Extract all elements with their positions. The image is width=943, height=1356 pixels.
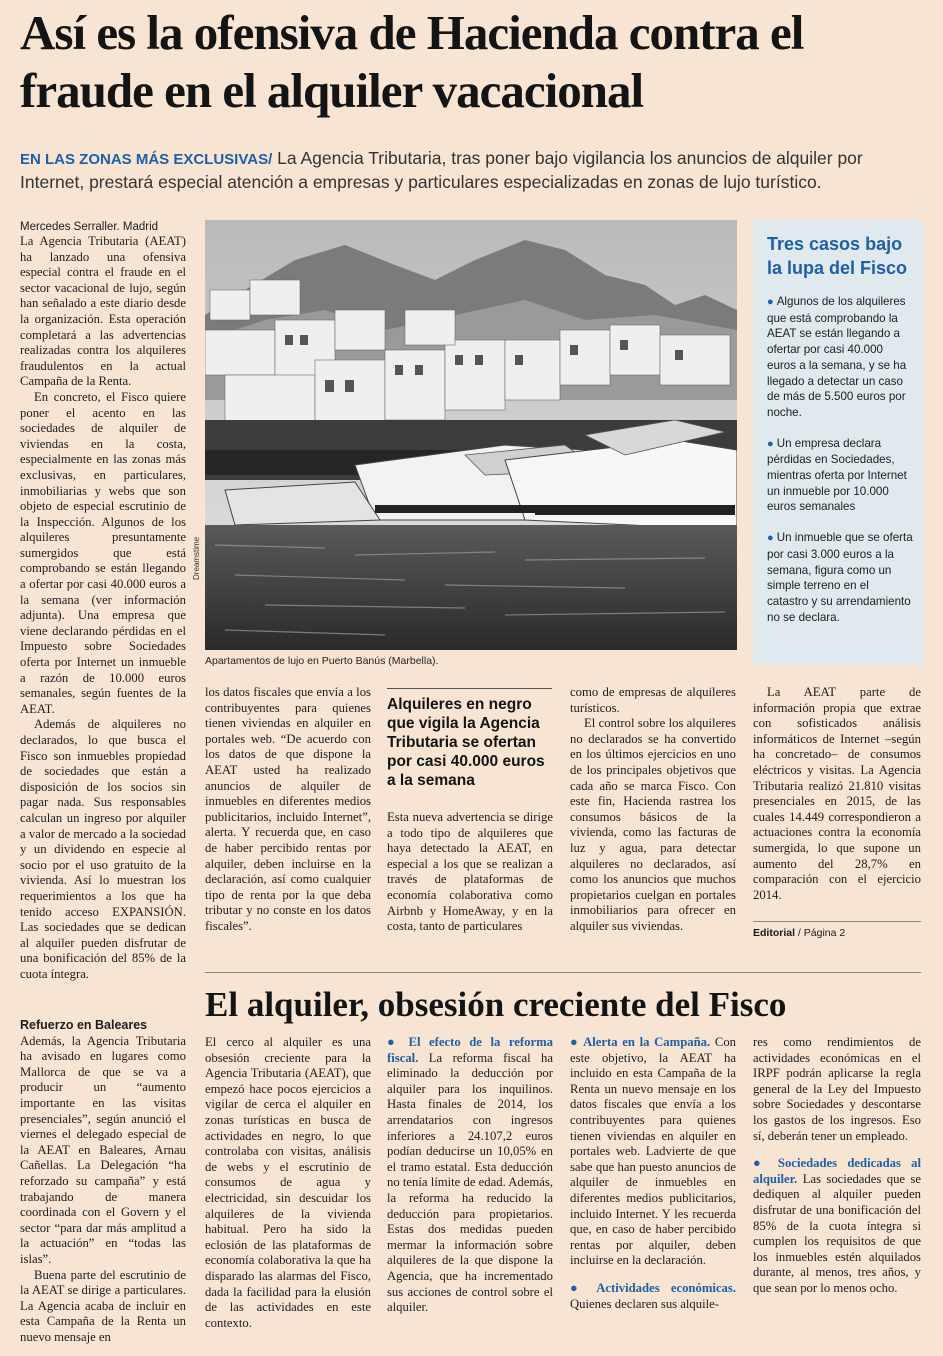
byline: Mercedes Serraller. Madrid [20, 221, 159, 233]
section-divider [205, 972, 921, 973]
paragraph [753, 1156, 921, 1296]
lede [20, 147, 930, 194]
editorial-reference [753, 927, 845, 939]
harbor-photo-illustration [205, 220, 737, 650]
paragraph: los datos fiscales que envía a los contribuyentes para quienes tienen viviendas en alquiler en portales web. “De acuerdo con los datos de que dispone la AEAT usted ha realizado anuncios de alquiler de inmuebles en diferentes medios publicitarios, incluido Internet”, alerta. Y recuerda que, en caso de haber percibido rentas por alquiler, deben incluirse en la declaración, así como cualquier tipo de renta por la que deba tributar y no conste en los datos fiscales”. [205, 685, 371, 933]
paragraph [387, 1035, 553, 1316]
subhead-actividades: Actividades económicas. [596, 1280, 736, 1295]
sidebar-item-text: Un inmueble que se oferta por casi 3.000 euros a la semana, figura como un simple terreno en el catastro y su arrendamiento no se declara. [767, 531, 913, 624]
second-headline: El alquiler, obsesión creciente del Fisco [205, 985, 787, 1024]
sidebar-item-text: Un empresa declara pérdidas en Sociedades, mientras oferta por Internet un inmueble por 10.000 euros semanales [767, 436, 907, 514]
paragraph: El cerco al alquiler es una obsesión creciente para la Agencia Tributaria (AEAT), que empezó hace pocos ejercicios a vigilar de cerca el alquiler en zonas turísticas en busca de actividades en negro, lo que controlaba con visitas, análisis de webs y el escrutinio de consumos de agua y electricidad, sin descuidar los alquileres de la vivienda habitual. Pero ha sido la eclosión de las plataformas de economía colaborativa la que ha disparado las alarmas del Fisco, dada la facilidad para la elusión de las actividades en este contexto. [205, 1035, 371, 1330]
paragraph-text: La reforma fiscal ha eliminado la deducción por alquiler para los inquilinos. Hasta finales de 2014, los arrendatarios con ingresos inferiores a 24.107,2 euros podían deducirse un 10,05% en el tramo estatal. Esta deducción no tenía límite de edad. Además, la reforma ha reducido la deducción para propietarios. Estas dos medidas pueden mermar la información sobre alquileres de la que dispone la Agencia, que ha incrementado sus acciones de control sobre el alquiler. [387, 1050, 553, 1315]
subhead-bullet-icon: ● [570, 1280, 597, 1295]
paragraph-text: Con este objetivo, la AEAT ha incluido en esta Campaña de la Renta un nuevo mensaje en los datos fiscales que envía a los contribuyentes para quienes tienen viviendas en alquiler en portales web. Ladvierte de que sabe que han puesto anuncios de alquiler de inmuebles en diferentes medios publicitarios, incluido Internet. Y les recuerda que, en caso de haber percibido rentas por alquiler, deben incluirse en la declaración. [570, 1035, 736, 1268]
sidebar-item [767, 530, 913, 625]
pull-quote-text: Alquileres en negro que vigila la Agencia Tributaria se ofertan por casi 40.000 euros a la semana [387, 696, 545, 789]
column-5-top [753, 685, 921, 910]
paragraph-text: Las sociedades que se dediquen al alquiler pueden disfrutar de una bonificación del 85% de la cuota íntegra si cumplen los requisitos de que los inmuebles estén alquilados durante, al menos, tres años, y que sean por lo menos ocho. [753, 1171, 921, 1295]
column-2-top [205, 685, 371, 945]
paragraph: La AEAT parte de información propia que extrae con sofisticados análisis informáticos de Internet –según ha concretado– de consumos eléctricos y visitas. La Agencia Tributaria realizó 21.810 visitas presenciales en 2015, de las cuales 14.449 correspondieron a actuaciones contra la economía sumergida, lo que supone un aumento del 28,7% en comparación con el ejercicio 2014. [753, 685, 921, 902]
sidebar-item [767, 436, 913, 516]
subhead-bullet-icon: ● [387, 1035, 409, 1049]
column-4-top [570, 685, 736, 945]
paragraph: Esta nueva advertencia se dirige a todo tipo de alquileres que haya detectado la AEAT, en especial a los que se realizan a través de plataformas de economía colaborativa como Airbnb y HomeAway, y en la costa, tanto de particulares [387, 810, 553, 934]
subhead-sociedades: Sociedades dedicadas al alquiler. [753, 1156, 921, 1186]
paragraph: como de empresas de alquileres turísticos. [570, 685, 736, 715]
second-column-2 [205, 1035, 371, 1350]
paragraph-text: Quienes declaren sus alquile- [570, 1296, 720, 1311]
sidebar-tres-casos [753, 220, 923, 665]
paragraph: res como rendimientos de actividades económicas en el IRPF podrán aplicarse la regla general de la Ley del Impuesto sobre Sociedades y descontarse los gastos de los ingresos. Eso sí, deberán tener un empleado. [753, 1035, 921, 1143]
sidebar-item [767, 294, 913, 421]
lede-kicker: EN LAS ZONAS MÁS EXCLUSIVAS/ [20, 151, 273, 168]
column-1-bottom [20, 1018, 186, 1348]
sidebar-item-text: Algunos de los alquileres que está comprobando la AEAT se están llegando a ofertar por casi 40.000 euros a la semana, y se ha llegado a detectar un caso de más de 5.500 euros por noche. [767, 295, 907, 419]
pull-quote [387, 688, 552, 790]
photo-caption: Apartamentos de lujo en Puerto Banús (Marbella). [205, 655, 439, 667]
paragraph [570, 1281, 736, 1312]
subhead-alerta: Alerta en la Campaña. [583, 1035, 711, 1049]
paragraph: Buena parte del escrutinio de la AEAT se dirige a particulares. La Agencia acaba de incluir en esta Campaña de la Renta un nuevo mensaje en [20, 1267, 186, 1344]
paragraph: La Agencia Tributaria (AEAT) ha lanzado una ofensiva especial contra el fraude en el sector vacacional de lujo, según han señalado a este diario desde la organización. Esta operación completará a las advertencias realizadas contra los alquileres fraudulentos en la actual Campaña de la Renta. [20, 234, 186, 389]
second-column-5 [753, 1035, 921, 1350]
paragraph: El control sobre los alquileres no declarados se ha convertido en los últimos ejercicios en uno de los principales objetivos que cada año se marca Fisco. Con este fin, Hacienda rastrea los consumos básicos de la vivienda, como las facturas de luz y agua, para detectar alquileres no declarados, así como los anuncios que muchos propietarios cuelgan en portales inmobiliarios para ofrecer en alquiler sus viviendas. [570, 716, 736, 933]
sidebar-title: Tres casos bajo la lupa del Fisco [767, 234, 908, 278]
paragraph: Además, la Agencia Tributaria ha avisado en lugares como Mallorca de que se va a producir un “aumento importante en las visitas presenciales”, según anunció el viernes el delegado especial de la AEAT en Baleares, Arnau Cañellas. La Delegación “ha reforzado su campaña” y está trabajando de manera coordinada con el Govern y el sector “para dar más amplitud a la actuación” en “todas las islas”. [20, 1033, 186, 1266]
editorial-label: Editorial [753, 927, 796, 939]
bullet-icon: ● [767, 437, 777, 450]
second-column-4 [570, 1035, 736, 1350]
bullet-icon: ● [767, 296, 777, 308]
subhead-baleares: Refuerzo en Baleares [20, 1018, 148, 1032]
subhead-bullet-icon: ● [570, 1035, 584, 1049]
bullet-icon: ● [767, 532, 777, 545]
paragraph [570, 1035, 736, 1269]
subhead-bullet-icon: ● [753, 1156, 778, 1171]
column-1 [20, 220, 186, 1010]
subhead-reforma: El efecto de la reforma fiscal. [387, 1035, 553, 1065]
editorial-page: / Página 2 [795, 927, 846, 939]
column-3-top [387, 810, 553, 945]
divider [753, 921, 921, 922]
second-column-3 [387, 1035, 553, 1350]
photo-puerto-banus [205, 220, 737, 650]
paragraph: En concreto, el Fisco quiere poner el acento en las sociedades de alquiler de viviendas en la costa, especialmente en las zonas más exclusivas, en particulares, inmobiliarias y webs que son objeto de especial escrutinio de la Inspección. Algunos de los alquileres presuntamente sumergidos que está comprobando se están llegando a ofertar por casi 40.000 euros a la semana (ver información adjunta). Una empresa que viene declarando pérdidas en el Impuesto sobre Sociedades oferta por Internet un inmueble a razón de 10.000 euros semanales, según fuentes de la AEAT. [20, 389, 186, 716]
lede-text: La Agencia Tributaria, tras poner bajo vigilancia los anuncios de alquiler por Internet, prestará especial atención a empresas y particulares especializadas en zonas de lujo turístico. [20, 148, 863, 192]
photo-credit: Dreamstime [192, 536, 201, 580]
paragraph: Además de alquileres no declarados, lo que busca el Fisco son inmuebles propiedad de sociedades que están a disposición de los socios sin pagar nada. Sus responsables calculan un ingreso por alquiler a valor de mercado a la sociedad y un dividendo en especie al socio por el uso gratuito de la vivienda. Así lo muestran los requerimientos a los que ha tenido acceso EXPANSIÓN. Las sociedades que se dedican al alquiler pueden disfrutar de una bonificación del 85% de la cuota íntegra. [20, 717, 186, 981]
headline: Así es la ofensiva de Hacienda contra el fraude en el alquiler vacacional [20, 5, 804, 118]
